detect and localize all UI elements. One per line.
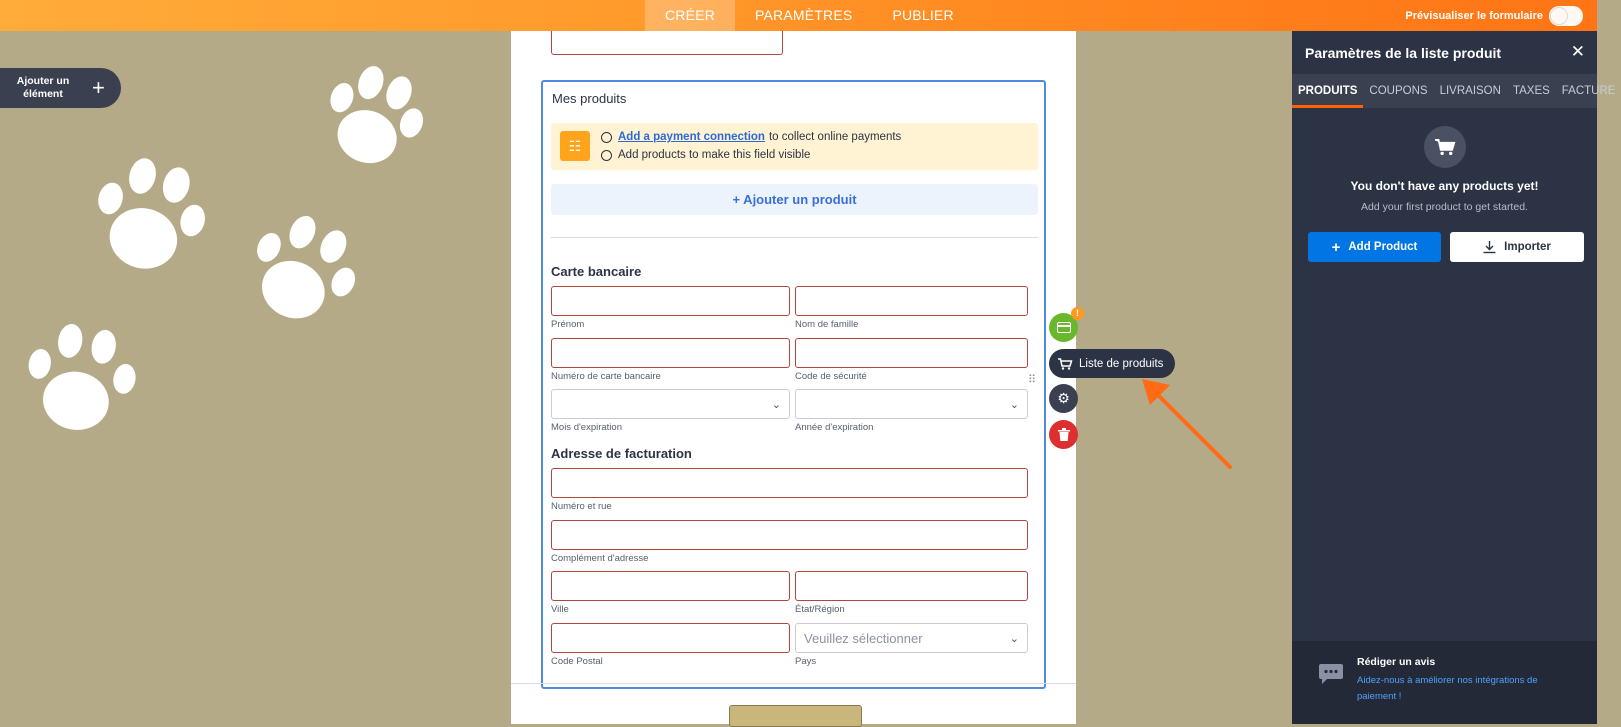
city-label: Ville [551,604,569,615]
notice-line-2 [601,149,810,161]
annotation-arrow [1140,375,1240,475]
settings-panel [1292,31,1616,724]
credit-card-icon [1057,322,1071,333]
card-section-title: Carte bancaire [551,264,642,279]
tab-livraison[interactable]: LIVRAISON [1439,85,1501,97]
country-select[interactable] [795,623,1028,653]
product-list-tooltip[interactable] [1049,349,1175,378]
security-code-input[interactable] [795,338,1028,368]
divider [551,237,1038,238]
street-input[interactable] [551,468,1028,498]
feedback-section [1292,641,1597,724]
preview-form [1405,0,1583,31]
card-number-input[interactable] [551,338,790,368]
country-placeholder: Veuillez sélectionner [804,631,923,646]
exp-year-select[interactable] [795,389,1028,419]
plus-icon: + [1331,238,1341,256]
top-nav [645,0,974,31]
first-name-input[interactable] [551,286,790,316]
settings-tool-button[interactable] [1049,384,1078,413]
street2-label: Complément d'adresse [551,553,649,564]
card-number-label: Numéro de carte bancaire [551,371,661,382]
download-icon [1483,241,1496,254]
street-label: Numéro et rue [551,501,612,512]
checklist-icon: ☷ [560,131,590,161]
add-payment-connection-link[interactable]: Add a payment connection [618,131,765,143]
paw-print-decoration [320,58,430,173]
tooltip-label: Liste de produits [1079,357,1164,370]
exp-month-select[interactable] [551,389,790,419]
last-name-input[interactable] [795,286,1028,316]
tab-facture[interactable]: FACTURE [1561,85,1616,97]
chevron-down-icon: ⌄ [1009,399,1019,411]
trash-icon [1058,428,1070,441]
previous-field-input[interactable] [551,31,783,55]
tab-coupons[interactable]: COUPONS [1369,85,1428,97]
state-label: État/Région [795,604,845,615]
panel-title: Paramètres de la liste produit [1305,45,1502,61]
plus-icon: + [92,75,105,100]
chat-bubble-icon [1318,663,1344,685]
notice-line-1-text: to collect online payments [768,131,902,143]
circle-icon [601,150,612,161]
paw-print-decoration [88,152,218,277]
street2-input[interactable] [551,520,1028,550]
tab-taxes[interactable]: TAXES [1512,85,1550,97]
notice-line-1 [601,131,901,143]
form-canvas [511,31,1076,724]
circle-icon [601,132,612,143]
postal-code-label: Code Postal [551,656,603,667]
add-product-panel-button[interactable] [1308,232,1441,262]
add-element-label [0,75,86,101]
close-icon[interactable]: ✕ [1570,42,1585,61]
empty-state-subtitle: Add your first product to get started. [1361,201,1528,213]
product-list-field[interactable] [541,80,1046,689]
chevron-down-icon: ⌄ [771,399,781,411]
billing-section-title: Adresse de facturation [551,446,692,461]
add-element-label-line1: Ajouter un [16,75,70,87]
add-element-label-line2: élément [23,88,63,100]
delete-tool-button[interactable] [1049,420,1078,449]
country-label: Pays [795,656,817,667]
feedback-link[interactable]: Aidez-nous à améliorer nos intégrations de paiement ! [1357,675,1538,702]
tab-parametres[interactable]: PARAMÈTRES [755,7,853,23]
tab-creer[interactable]: CRÉER [645,0,735,31]
import-label: Importer [1504,241,1551,253]
add-product-button[interactable]: + Ajouter un produit [551,184,1038,215]
tab-publier[interactable]: PUBLIER [892,7,954,23]
import-button[interactable] [1450,232,1584,262]
submit-button[interactable] [729,705,862,727]
warning-badge: ! [1071,307,1084,320]
gear-icon: ⚙ [1057,390,1070,406]
payment-notice [551,123,1038,170]
cart-icon [1058,358,1072,370]
cart-icon [1435,138,1455,156]
product-list-title: Mes produits [552,91,627,106]
add-product-panel-label: Add Product [1348,241,1418,253]
panel-tabs [1292,74,1616,108]
tab-produits[interactable]: PRODUITS [1292,74,1363,108]
form-bottom-divider [511,683,1076,684]
preview-label: Prévisualiser le formulaire [1405,9,1543,22]
last-name-label: Nom de famille [795,319,859,330]
state-input[interactable] [795,571,1028,601]
preview-toggle[interactable] [1549,6,1583,26]
panel-header [1292,31,1597,74]
drag-handle-icon[interactable]: ⠿ [1028,374,1036,386]
paw-print-decoration [243,210,373,330]
first-name-label: Prénom [551,319,585,330]
exp-year-label: Année d'expiration [795,422,874,433]
chevron-down-icon: ⌄ [1009,633,1019,645]
feedback-title: Rédiger un avis [1357,656,1436,668]
empty-cart-icon [1424,126,1466,168]
paw-print-decoration [20,318,150,438]
exp-month-label: Mois d'expiration [551,422,622,433]
postal-code-input[interactable] [551,623,790,653]
city-input[interactable] [551,571,790,601]
empty-state-title: You don't have any products yet! [1350,179,1539,193]
top-bar [0,0,1597,31]
security-code-label: Code de sécurité [795,371,867,382]
notice-line-2-text: Add products to make this field visible [618,149,811,161]
add-element-button[interactable] [0,68,121,108]
